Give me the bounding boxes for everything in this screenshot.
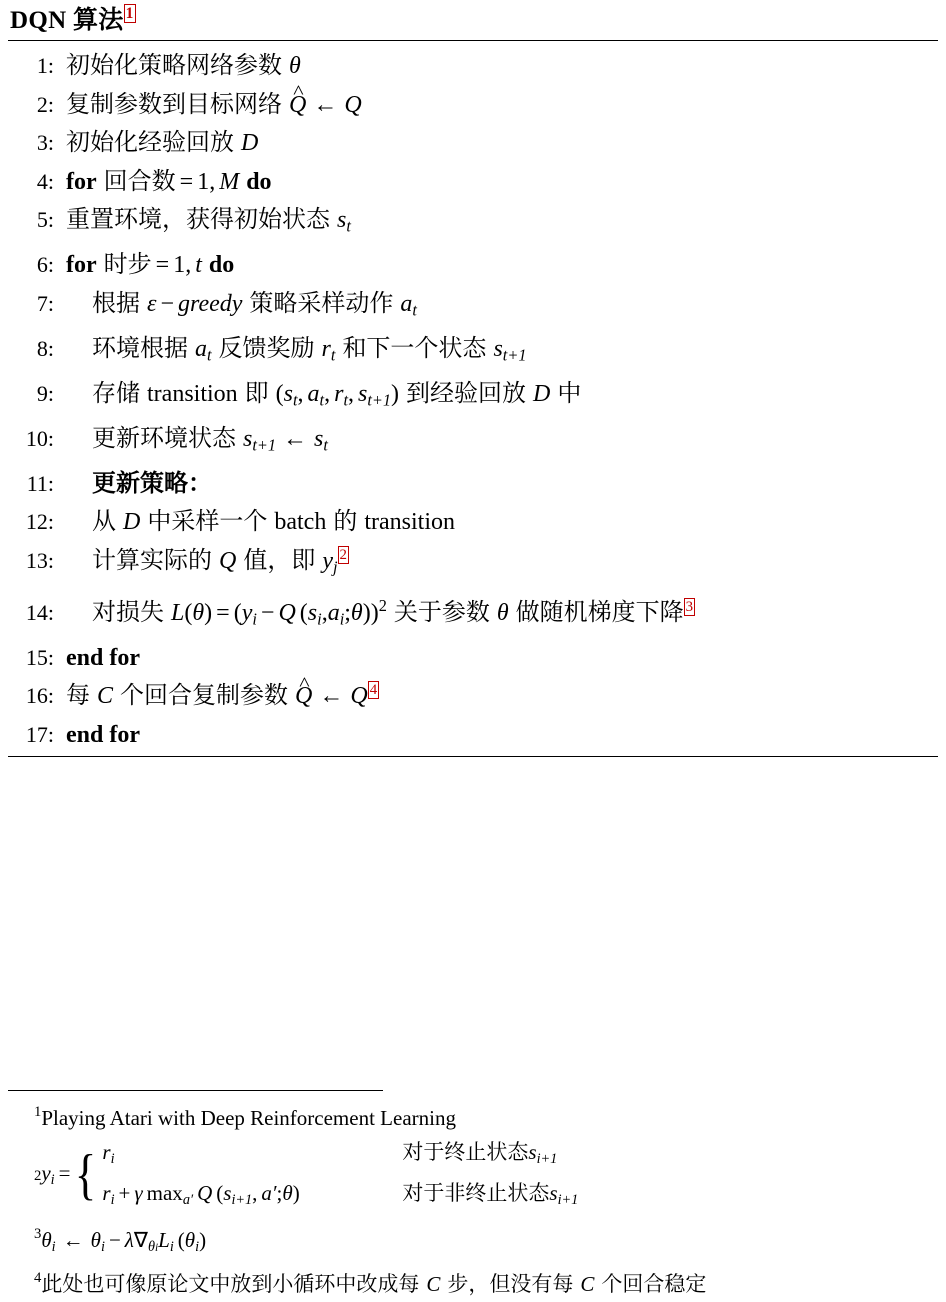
line-content: end for	[66, 721, 140, 748]
case-condition: 对于终止状态si+1	[402, 1140, 558, 1168]
footnotes-section	[8, 1090, 938, 1299]
line-content: 重置环境，获得初始状态 $s_t$	[66, 207, 351, 236]
line-number: 2:	[36, 91, 54, 117]
footnote-2-marker: 2	[34, 1168, 42, 1185]
algorithm-title-text: DQN 算法	[10, 7, 124, 34]
line-number: 13:	[25, 547, 54, 573]
line-number: 8:	[36, 335, 54, 361]
footnote-1	[8, 1097, 938, 1133]
algorithm-block	[8, 6, 938, 757]
algorithm-line	[8, 86, 938, 125]
line-footnote-marker: 3	[685, 598, 694, 615]
line-content: for 回合数 = 1, M do	[66, 168, 272, 195]
case-row	[102, 1135, 578, 1176]
cases-brace: {	[75, 1144, 97, 1207]
algorithm-line	[8, 503, 938, 542]
line-number: 4:	[36, 168, 54, 194]
algorithm-line	[8, 47, 938, 86]
line-number: 3:	[36, 130, 54, 155]
footnote-separator	[8, 1090, 383, 1091]
algorithm-line	[8, 542, 938, 587]
algorithm-title	[8, 6, 938, 40]
algorithm-steps	[8, 45, 938, 756]
line-content: 环境根据 $a_t$ 反馈奖励 $r_t$ 和下一个状态 $s_{t+1}$	[92, 335, 527, 365]
line-content: 初始化经验回放 D	[66, 130, 259, 156]
footnote-3-marker: 3	[34, 1226, 42, 1243]
algorithm-line	[8, 375, 938, 420]
line-content: for 时步 = 1, t do	[66, 252, 235, 279]
footnote-4-marker: 4	[34, 1270, 42, 1287]
algorithm-line	[8, 420, 938, 465]
footnote-4	[8, 1263, 938, 1299]
algorithm-line	[8, 639, 938, 678]
algorithm-line	[8, 201, 938, 246]
line-footnote-marker: 4	[369, 682, 378, 699]
footnote-1-marker: 1	[34, 1104, 42, 1120]
footnote-1-text: Playing Atari with Deep Reinforcement Learning	[41, 1106, 456, 1131]
case-formula: ri + γ maxa′ Q (si+1, a′;θ)	[102, 1181, 300, 1209]
line-content: 更新环境状态 $s_{t+1}$ ← $s_t$	[92, 425, 328, 455]
line-number: 7:	[36, 290, 54, 316]
rule-bottom	[8, 756, 938, 757]
line-content: 更新策略：	[92, 470, 212, 497]
line-number: 10:	[25, 425, 54, 451]
line-number: 17:	[25, 721, 54, 747]
line-content: 存储 transition 即 ($s_t$, $a_t$, $r_t$, $s_{t+1}$) 到经验回放 D 中	[92, 380, 582, 410]
line-content: 根据 ε − greedy 策略采样动作 $a_t$	[92, 290, 417, 320]
line-number: 14:	[25, 599, 54, 625]
rule-top	[8, 40, 938, 41]
algorithm-line	[8, 587, 938, 639]
case-condition: 对于非终止状态si+1	[402, 1181, 579, 1209]
footnote-3-text: θi ← θi − λ∇θiLi (θi)	[41, 1228, 207, 1256]
case-row	[102, 1176, 578, 1217]
algorithm-line	[8, 124, 938, 163]
line-content: 对损失 $L(\theta) = (y_i - Q$ $(s_i,a_i;\theta))^2$ 关于参数 θ 做随机梯度下降 $^3$	[92, 595, 694, 629]
line-number: 6:	[36, 252, 54, 278]
footnote-2-lhs: yi =	[41, 1160, 71, 1188]
algorithm-line	[8, 716, 938, 755]
algorithm-line	[8, 285, 938, 330]
algorithm-line	[8, 330, 938, 375]
line-number: 1:	[36, 53, 54, 78]
line-number: 15:	[25, 644, 54, 670]
case-formula: ri	[102, 1140, 115, 1168]
algorithm-line	[8, 677, 938, 716]
footnote-3	[8, 1219, 938, 1263]
line-number: 12:	[25, 509, 54, 535]
line-content: 每 C 个回合复制参数 ^ Q ← Q $^4$	[54, 677, 379, 716]
algorithm-line	[8, 163, 938, 202]
line-number: 11:	[26, 470, 54, 496]
algorithm-line	[8, 465, 938, 504]
line-content: end for	[66, 644, 140, 671]
algorithm-line	[8, 246, 938, 285]
line-number: 5:	[36, 207, 54, 232]
line-number: 9:	[36, 380, 54, 406]
footnote-2-cases	[102, 1135, 578, 1217]
line-content: 计算实际的 Q 值，即 $y_j^2$	[92, 546, 347, 577]
line-content: 初始化策略网络参数 θ	[66, 53, 301, 79]
line-footnote-marker: 2	[339, 546, 347, 563]
line-content: 复制参数到目标网络 ^ Q ← Q	[54, 86, 362, 125]
footnote-2	[8, 1135, 938, 1217]
footnote-4-text: 此处也可像原论文中放到小循环中改成每 C 步，但没有每 C 个回合稳定	[41, 1272, 707, 1297]
title-footnote-marker: 1	[125, 5, 134, 23]
line-content: 从 D 中采样一个 batch 的 transition	[92, 509, 455, 536]
line-number: 16:	[25, 683, 54, 709]
